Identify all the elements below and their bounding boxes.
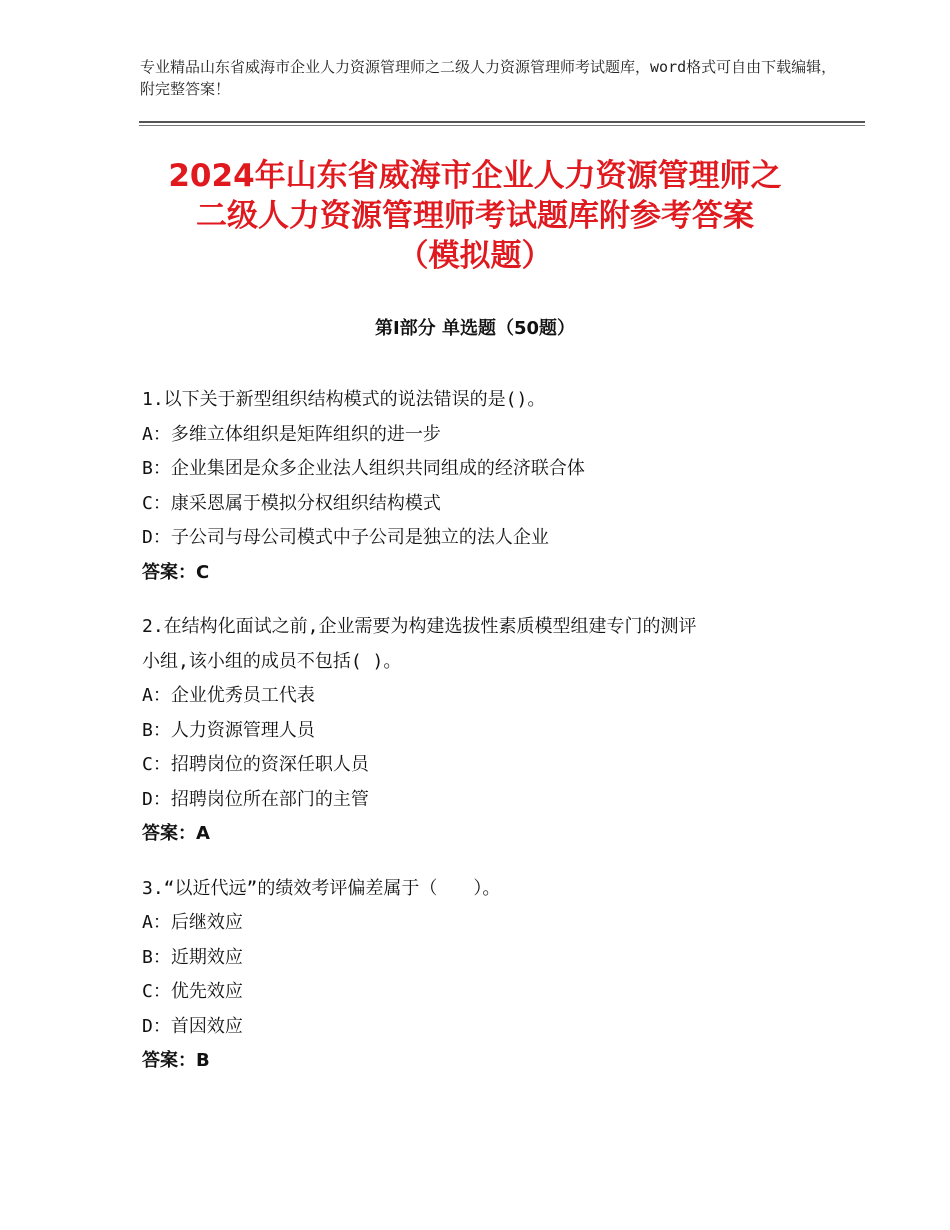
answer: 答案：B bbox=[142, 1050, 210, 1071]
header-note: 专业精品山东省威海市企业人力资源管理师之二级人力资源管理师考试题库，word格式可自由下载编辑，附完整答案！ bbox=[140, 58, 837, 98]
question-list bbox=[142, 383, 822, 1099]
document-title bbox=[100, 156, 850, 276]
question-1 bbox=[142, 383, 822, 590]
option-d: D：招聘岗位所在部门的主管 bbox=[142, 788, 369, 810]
header-divider bbox=[139, 121, 865, 123]
option-c: C：康采恩属于模拟分权组织结构模式 bbox=[142, 492, 441, 514]
title-line: 二级人力资源管理师考试题库附参考答案 bbox=[196, 198, 754, 234]
title-line: （模拟题） bbox=[397, 238, 553, 274]
answer: 答案：A bbox=[142, 823, 210, 844]
option-c: C：优先效应 bbox=[142, 981, 243, 1002]
answer: 答案：C bbox=[142, 561, 210, 583]
header-divider-thin bbox=[139, 125, 865, 126]
option-b: B：人力资源管理人员 bbox=[142, 719, 315, 741]
option-a: A：多维立体组织是矩阵组织的进一步 bbox=[142, 423, 441, 445]
title-line: 2024年山东省威海市企业人力资源管理师之 bbox=[168, 158, 782, 194]
option-d: D：子公司与母公司模式中子公司是独立的法人企业 bbox=[142, 527, 549, 548]
question-stem: 3.“以近代远”的绩效考评偏差属于（ ）。 bbox=[142, 877, 501, 899]
question-3 bbox=[142, 872, 822, 1079]
question-2 bbox=[142, 610, 822, 852]
question-stem-continued: 小组,该小组的成员不包括( )。 bbox=[142, 650, 402, 672]
option-c: C：招聘岗位的资深任职人员 bbox=[142, 754, 369, 775]
question-stem: 2.在结构化面试之前,企业需要为构建选拔性素质模型组建专门的测评 bbox=[142, 616, 697, 637]
section-heading: 第Ⅰ部分 单选题（50题） bbox=[374, 318, 575, 339]
option-b: B：企业集团是众多企业法人组织共同组成的经济联合体 bbox=[142, 458, 585, 479]
option-a: A：企业优秀员工代表 bbox=[142, 685, 315, 706]
question-stem: 1.以下关于新型组织结构模式的说法错误的是()。 bbox=[142, 389, 546, 410]
option-a: A：后继效应 bbox=[142, 912, 243, 933]
option-b: B：近期效应 bbox=[142, 946, 243, 968]
option-d: D：首因效应 bbox=[142, 1015, 243, 1037]
